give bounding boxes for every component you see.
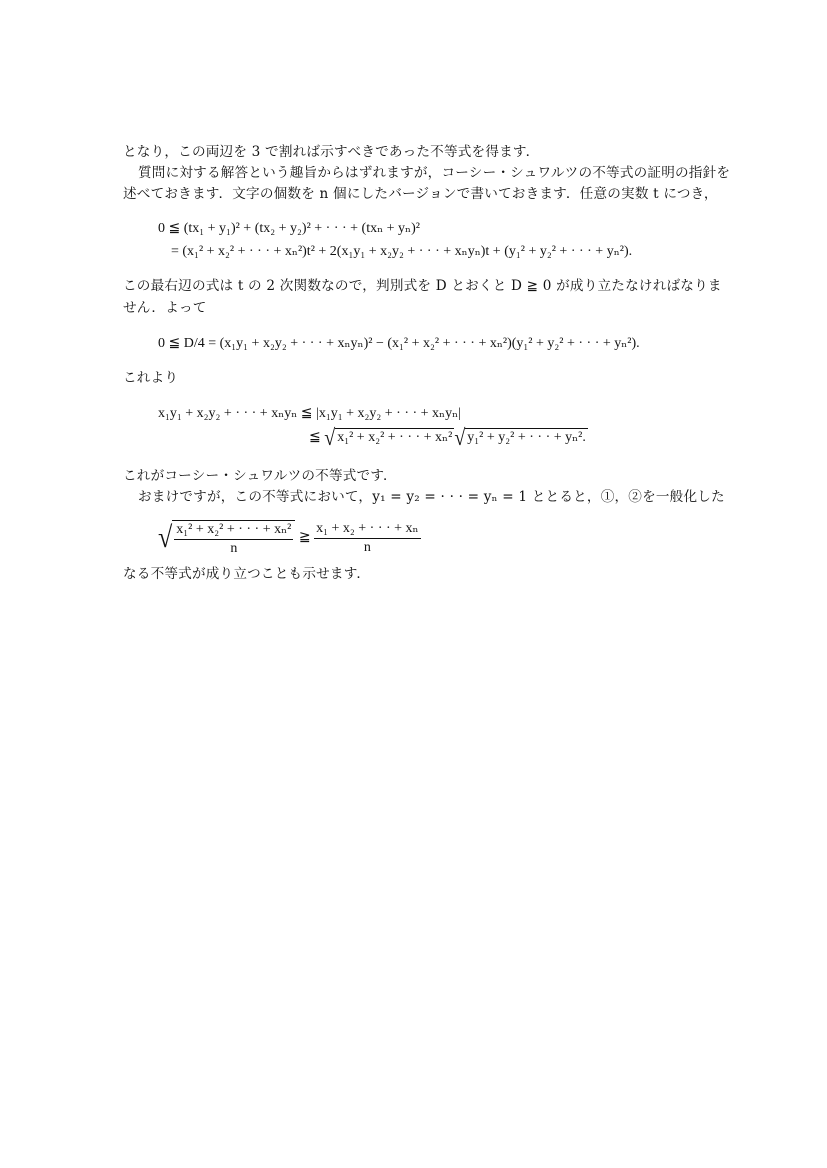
fraction-left: $\frac{\text{x₁² + x₂² + · · · + xₙ²}}{n}$ [176,522,292,556]
paragraph-discriminant-line1: この最右辺の式は t の 2 次関数なので，判別式を D とおくと D ≧ 0 が成り立たなければなりま [123,278,722,294]
paragraph-final: なる不等式が成り立つことも示せます． [123,566,371,582]
equation-3-line-1: x₁y₁ + x₂y₂ + · · · + xₙyₙ ≦ |x₁y₁ + x₂y₂ + · · · + xₙyₙ| [158,406,461,421]
equation-1-line-1: 0 ≦ (tx₁ + y₁)² + (tx₂ + y₂)² + · · · + (txₙ + yₙ)² [158,221,420,236]
paragraph-cauchy-schwarz: これがコーシー・シュワルツの不等式です． [123,468,397,484]
fraction-right: $\frac{\text{x₁ + x₂ + · · · + xₙ}}{n}$ [316,520,419,555]
relation-symbol: ≦ [309,430,321,446]
equation-4 [158,520,421,556]
paragraph-discriminant-line2: せん．よって [123,300,207,316]
paragraph-intro-line2: 述べておきます．文字の個数を n 個にしたバージョンで書いておきます．任意の実数 t につき， [123,186,718,202]
square-root: √ $\frac{\text{x₁² + x₂² + · · · + xₙ²}}{n}$ [158,520,295,556]
paragraph-conclusion: となり，この両辺を 3 で割れば示すべきであった不等式を得ます． [123,144,540,160]
equation-3-line-2 [309,425,588,451]
equation-1-line-2: = (x₁² + x₂² + · · · + xₙ²)t² + 2(x₁y₁ + x₂y₂ + · · · + xₙyₙ)t + (y₁² + y₂² + · · · + yₙ²). [171,244,633,259]
relation-symbol: ≧ [298,530,311,546]
square-root: √ y₁² + y₂² + · · · + yₙ². [454,425,586,451]
paragraph-bonus: おまけですが，この不等式において，y₁ = y₂ = · · · = yₙ = 1 ととると，①，②を一般化した [138,489,725,505]
paragraph-hence: これより [123,370,179,386]
equation-2: 0 ≦ D/4 = (x₁y₁ + x₂y₂ + · · · + xₙyₙ)² − (x₁² + x₂² + · · · + xₙ²)(y₁² + y₂² + · · · + yₙ²). [158,336,640,351]
paragraph-intro-line1: 質問に対する解答という趣旨からはずれますが，コーシー・シュワルツの不等式の証明の指針を [138,165,731,181]
square-root: √ x₁² + x₂² + · · · + xₙ² [324,425,453,451]
